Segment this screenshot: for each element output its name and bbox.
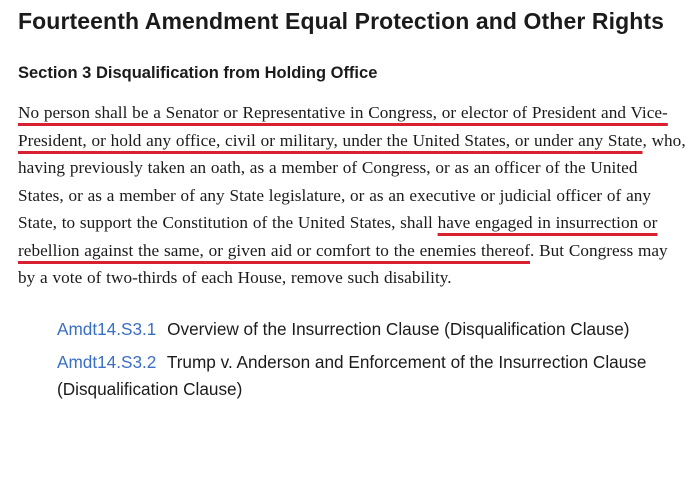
section-heading: Section 3 Disqualification from Holding Office	[18, 64, 378, 82]
annotation-link-amdt14-s3-2[interactable]: Amdt14.S3.2	[57, 351, 157, 372]
annotation-title: Overview of the Insurrection Clause (Disqualification Clause)	[167, 318, 630, 339]
passage-text-2: . But Congress may by a vote of two-thirds of each House, remove such disability.	[18, 240, 668, 287]
highlighted-passage-1: No person shall be a Senator or Representative in Congress, or elector of President and Vice-President, or hold any office, civil or military, under the United States, or under any State	[18, 103, 668, 150]
related-annotations-list	[18, 316, 686, 403]
page-title: Fourteenth Amendment Equal Protection and Other Rights	[18, 8, 665, 34]
related-item-overview	[57, 316, 686, 343]
annotation-link-amdt14-s3-1[interactable]: Amdt14.S3.1	[57, 318, 157, 339]
annotation-title: Trump v. Anderson and Enforcement of the Insurrection Clause (Disqualification Clause)	[57, 351, 647, 399]
related-item-trump-v-anderson	[57, 349, 686, 403]
document	[18, 8, 686, 409]
highlighted-passage-2: have engaged in insurrection or rebellion against the same, or given aid or comfort to the enemies thereof	[18, 213, 658, 260]
passage-text-1: , who, having previously taken an oath, as a member of Congress, or as an officer of the United States, or as a member of any State legislature, or as an executive or judicial officer of any State, to support the Constitution of the United States, shall	[18, 130, 686, 232]
section-text	[18, 99, 686, 292]
